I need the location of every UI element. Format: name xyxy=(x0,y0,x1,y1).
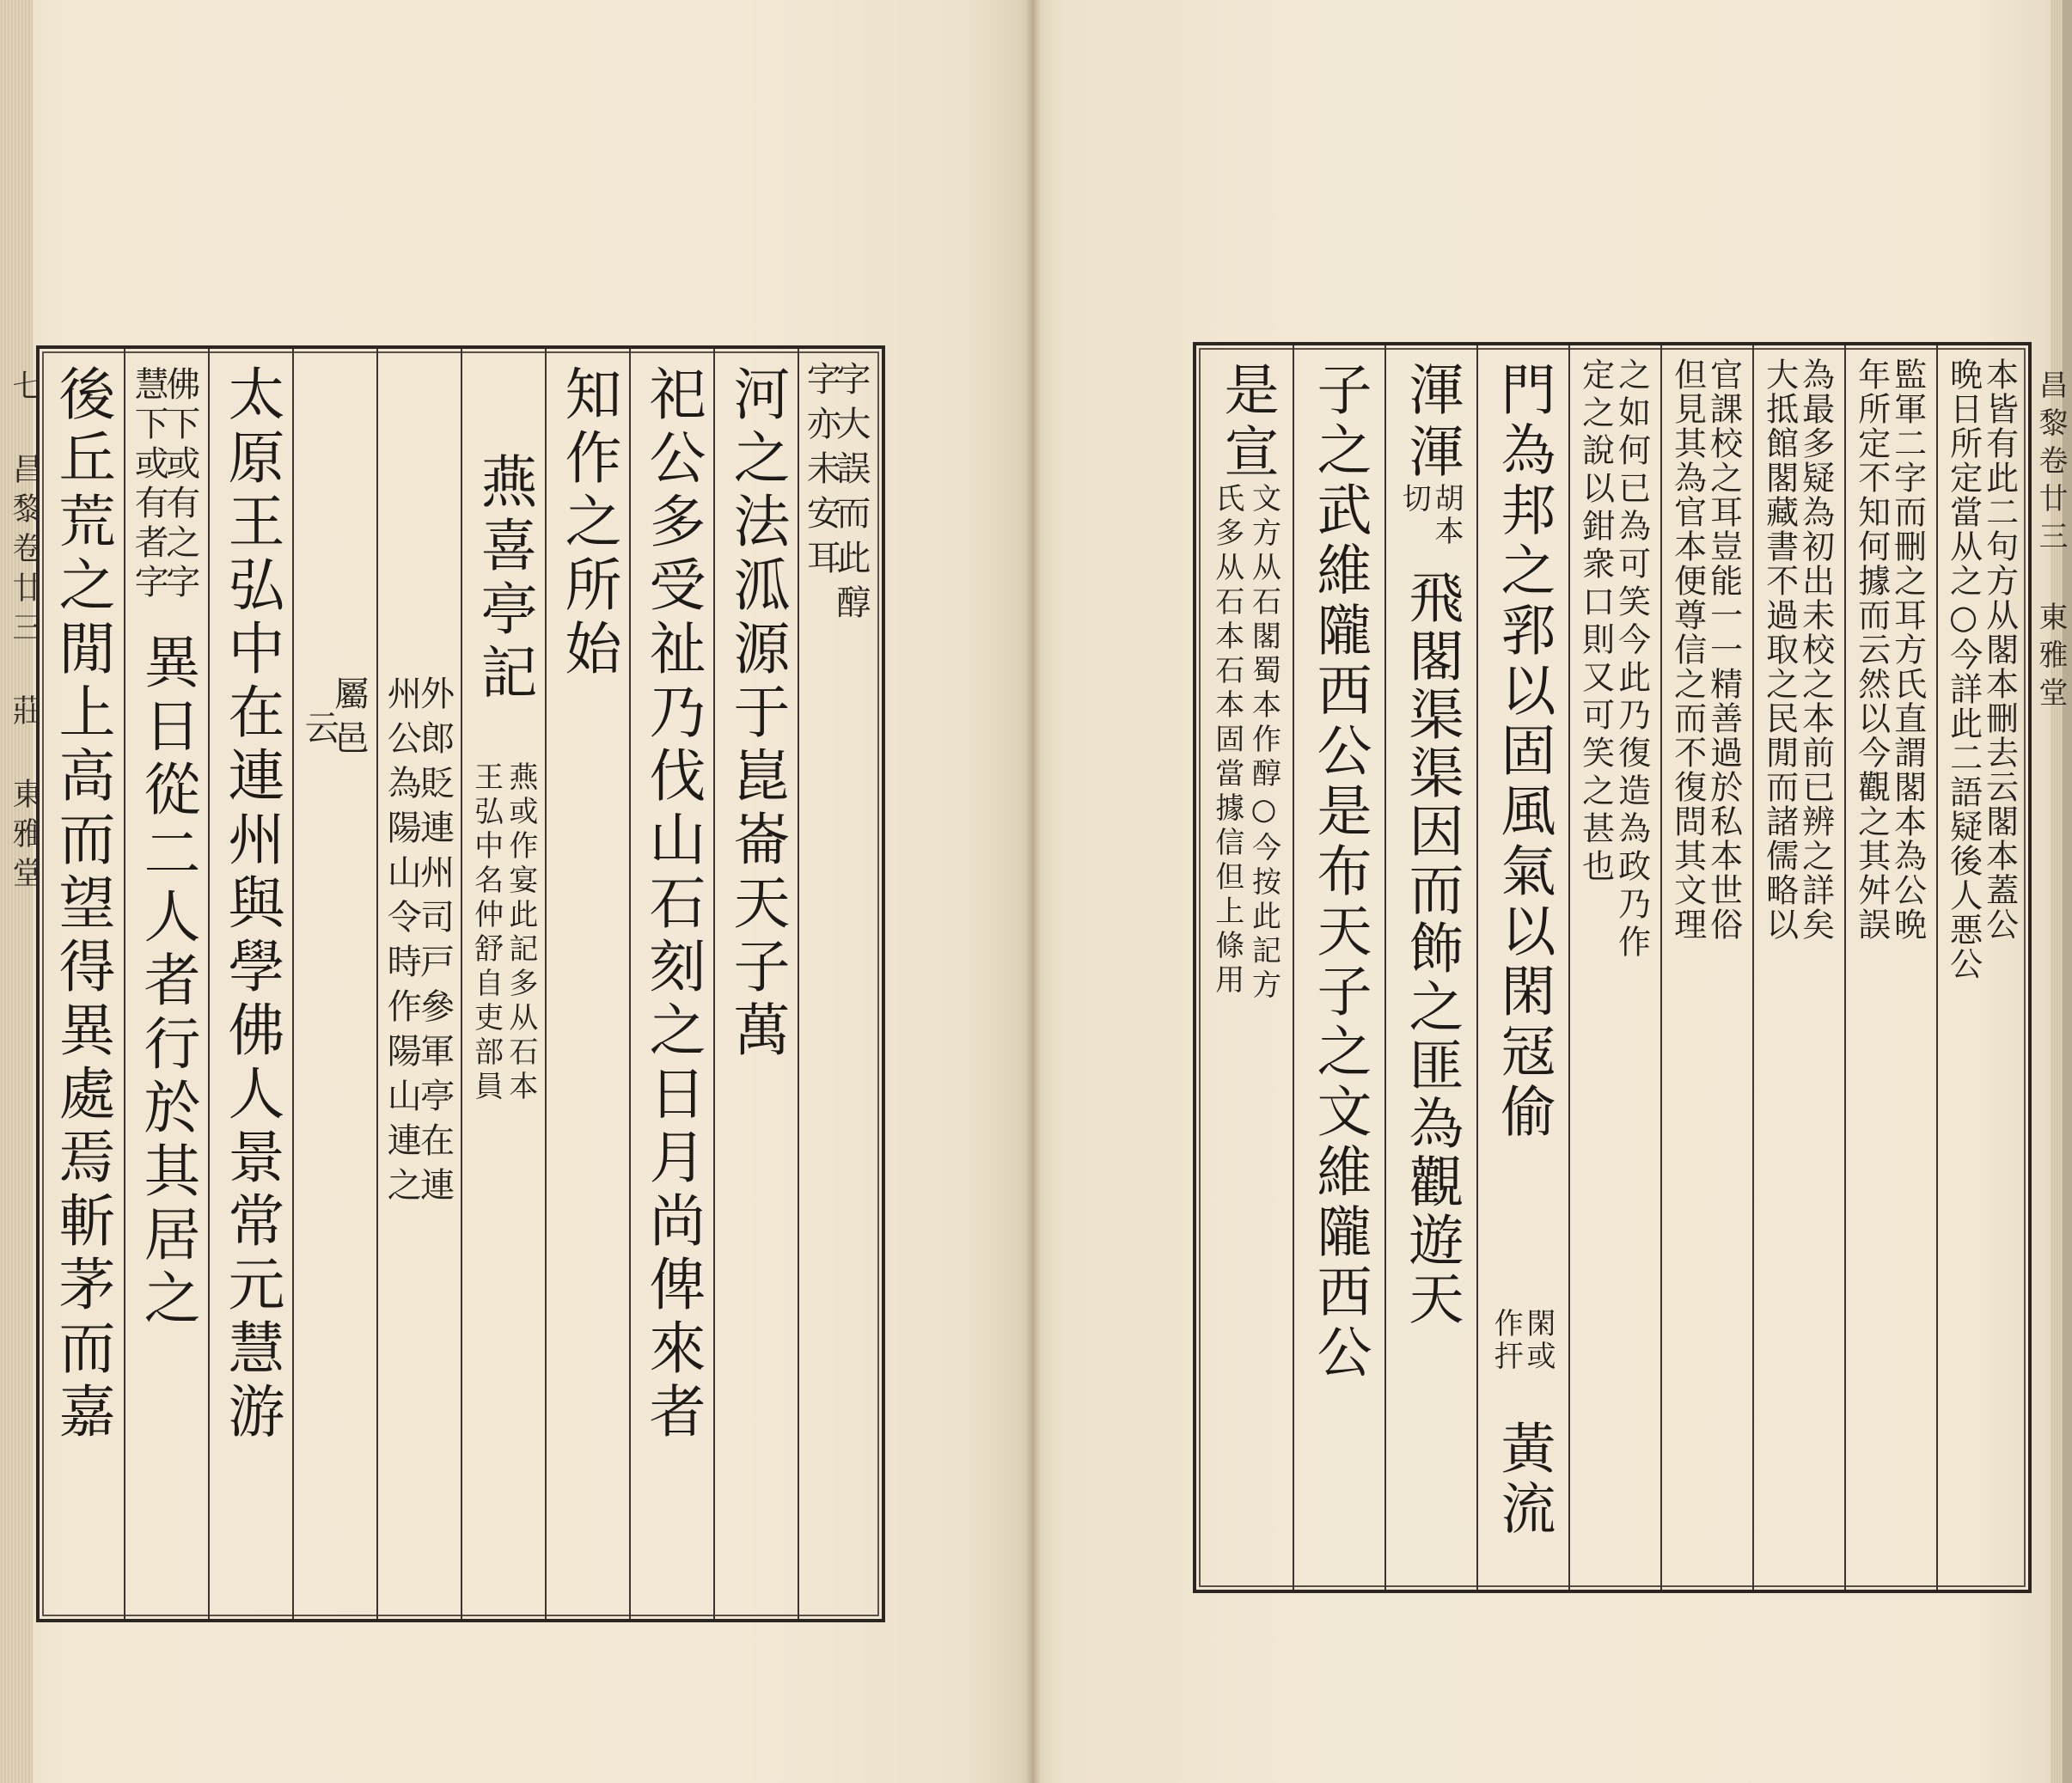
right-col-9-head: 是宣 xyxy=(1214,361,1279,485)
left-col-2-text: 河之法泒源于崑崙天子萬 xyxy=(724,364,790,1064)
left-col-4 xyxy=(545,349,629,1619)
right-col-3-line-a: 為最多疑為初出未校之本前已辨之詳矣 xyxy=(1796,357,1835,942)
right-col-7-tail: 飛閣渠渠因而飾之匪為觀遊天 xyxy=(1399,569,1464,1328)
left-col-10 xyxy=(40,349,124,1619)
right-col-2-line-a: 監軍二字而刪之耳方氏直謂閣本為公晩 xyxy=(1888,357,1927,942)
book-gutter xyxy=(1025,0,1041,1783)
right-col-3 xyxy=(1752,345,1844,1590)
left-text-frame xyxy=(36,345,885,1622)
right-col-8 xyxy=(1293,345,1384,1590)
left-col-9-note-b: 慧下或有者字 xyxy=(129,366,169,603)
left-col-5-heading: 燕喜亭記 xyxy=(471,452,537,706)
right-col-4 xyxy=(1660,345,1752,1590)
right-text-frame xyxy=(1193,342,2032,1593)
right-col-1 xyxy=(1936,345,2028,1590)
right-col-6-note-a: 閑或 xyxy=(1521,1308,1556,1373)
right-col-4-line-b: 但見其為官本便尊信之而不復問其文理 xyxy=(1668,357,1707,942)
right-col-7 xyxy=(1384,345,1476,1590)
right-col-6-note-b: 作扞 xyxy=(1488,1308,1524,1373)
right-col-1-line-a: 本皆有此二句方从閣本刪去云閣本蓋公 xyxy=(1980,357,2019,942)
left-col-1 xyxy=(798,349,882,1619)
left-col-9-note-a: 佛下或有之字 xyxy=(160,366,200,603)
right-col-3-line-b: 大抵館閣藏書不過取之民閒而諸儒略以 xyxy=(1760,357,1799,942)
left-col-4-text: 知作之所始 xyxy=(555,364,621,682)
right-col-7-note-a: 胡本 xyxy=(1429,483,1464,548)
left-col-9 xyxy=(124,349,208,1619)
right-col-5-line-b: 定之說以鉗衆口則又可笑之甚也 xyxy=(1576,357,1615,887)
left-col-9-text: 異日從二人者行於其居之 xyxy=(134,632,200,1332)
left-banxin: 七 昌黎卷廿三 莊 東雅堂 xyxy=(8,369,43,896)
right-col-6-text: 門為邦之郛以固風氣以閑冦偷 xyxy=(1491,361,1556,1143)
left-col-6-line-b: 州公為陽山令時作陽山連之 xyxy=(382,675,422,1212)
right-col-9-note-b: 氏多从石本石本固當據信但上條用 xyxy=(1209,483,1244,998)
right-col-4-line-a: 官課校之耳豈能一一精善過於私本世俗 xyxy=(1704,357,1743,942)
right-col-5-line-a: 之如何已為可笑今此乃復造為政乃作 xyxy=(1612,357,1651,962)
right-columns xyxy=(1196,345,2028,1590)
left-col-2 xyxy=(713,349,798,1619)
right-col-1-line-b: 晩日所定當从之○今詳此二語疑後人悪公 xyxy=(1944,357,1983,981)
right-col-5 xyxy=(1568,345,1660,1590)
right-col-8-text: 子之武維隴西公是布天子之文維隴西公 xyxy=(1307,361,1372,1383)
right-col-6-tail: 黃流 xyxy=(1491,1420,1556,1540)
left-col-1-line-a: 字大誤而此醇 xyxy=(830,361,871,629)
left-col-10-text: 後丘荒之閒上高而望得異處焉斬茅而嘉 xyxy=(49,364,115,1445)
right-col-2 xyxy=(1844,345,1936,1590)
left-col-6 xyxy=(376,349,461,1619)
left-col-3 xyxy=(629,349,713,1619)
left-col-8-text: 太原王弘中在連州與學佛人景常元慧游 xyxy=(218,364,284,1445)
right-col-9-note-a: 文方从石閣蜀本作醇○今按此記方 xyxy=(1246,483,1281,1004)
right-col-2-line-b: 年所定不知何據而云然以今觀之其舛誤 xyxy=(1852,357,1891,942)
right-col-7-note-b: 切 xyxy=(1397,483,1432,516)
left-col-7-line-a: 屬邑 xyxy=(328,675,369,765)
right-col-6 xyxy=(1476,345,1568,1590)
left-col-7-line-b: 云 xyxy=(299,710,339,754)
left-col-5-note-a: 燕或作宴此記多从石本 xyxy=(503,761,538,1105)
left-col-8 xyxy=(208,349,292,1619)
right-page-edge xyxy=(2051,0,2063,1783)
right-banxin: 昌黎卷廿三 東雅堂 xyxy=(2033,369,2068,715)
left-col-6-line-a: 外郎貶連州司戸參軍亭在連 xyxy=(414,675,455,1212)
left-col-5 xyxy=(461,349,545,1619)
left-col-5-note-b: 王弘中名仲舒自吏部員 xyxy=(468,761,504,1105)
left-col-1-line-b: 字亦未安耳 xyxy=(801,361,841,584)
right-col-7-head: 渾渾 xyxy=(1399,361,1464,485)
left-col-3-text: 祀公多受祉乃伐山石刻之日月尚俾來者 xyxy=(639,364,706,1445)
right-col-9 xyxy=(1201,345,1293,1590)
left-columns xyxy=(40,349,882,1619)
left-col-7 xyxy=(292,349,376,1619)
